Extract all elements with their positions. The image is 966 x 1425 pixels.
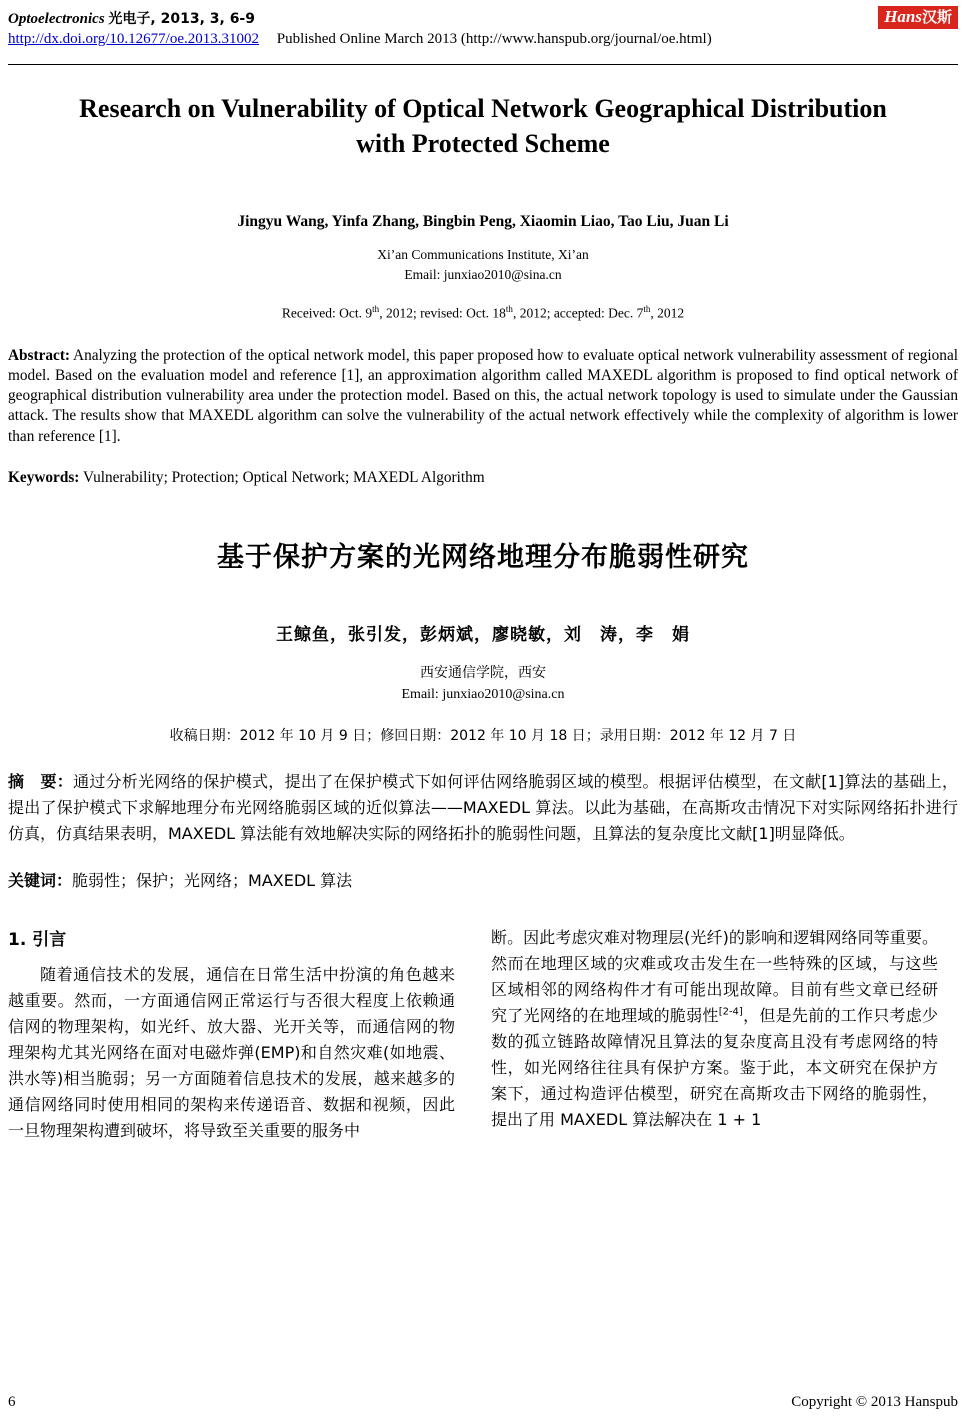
body-columns xyxy=(8,925,958,1143)
chinese-received-dates: 收稿日期：2012 年 10 月 9 日；修回日期：2012 年 10 月 18 日；录用日期：2012 年 12 月 7 日 xyxy=(169,727,797,744)
journal-title-en: Optoelectronics xyxy=(8,11,105,27)
journal-title-cn: 光电子, 2013, 3, 6-9 xyxy=(108,11,255,27)
ordinal-suffix-3: th xyxy=(643,304,651,315)
published-online-text: Published Online March 2013 (http://www.hanspub.org/journal/oe.html) xyxy=(276,31,712,47)
ordinal-suffix-1: th xyxy=(372,304,380,315)
chinese-keywords-text: 脆弱性；保护；光网络；MAXEDL 算法 xyxy=(72,871,353,891)
header-divider xyxy=(8,64,958,65)
keywords-label: Keywords: xyxy=(8,468,80,486)
abstract-paragraph xyxy=(8,346,958,447)
paragraph-left-1: 随着通信技术的发展，通信在日常生活中扮演的角色越来越重要。然而，一方面通信网正常运行与否很大程度上依赖通信网的物理架构，如光纤、放大器、光开关等，而通信网的物理架构尤其光网络在面对电磁炸弹(EMP)和自然灾难(如地震、洪水等)相当脆弱；另一方面随着信息技术的发展，越来越多的通信网络同时使用相同的架构来传递语音、数据和视频，因此一旦物理架构遭到破坏，将导致至关重要的服务中 xyxy=(8,965,455,1140)
chinese-keywords-label: 关键词： xyxy=(8,871,73,891)
section-heading-1: 1. 引言 xyxy=(8,930,67,951)
affiliation: Xi’an Communications Institute, Xi’an xyxy=(377,247,589,263)
doi-line xyxy=(8,31,958,48)
chinese-abstract-paragraph xyxy=(8,769,958,847)
received-dates-part2: , 2012; revised: Oct. 18 xyxy=(379,305,506,321)
column-left xyxy=(8,925,455,1143)
received-dates-part3: , 2012; accepted: Dec. 7 xyxy=(512,305,644,321)
author-list: Jingyu Wang, Yinfa Zhang, Bingbin Peng, Xiaomin Liao, Tao Liu, Juan Li xyxy=(237,213,729,231)
chinese-email: Email: junxiao2010@sina.cn xyxy=(401,686,565,702)
keywords-line xyxy=(8,469,958,487)
page-title: Research on Vulnerability of Optical Network Geographical Distribution with Protected Scheme xyxy=(79,94,887,159)
paragraph-right-1-part1: 断。因此考虑灾难对物理层(光纤)的影响和逻辑网络同等重要。然而在地理区域的灾难或攻击发生在一些特殊的区域，与这些区域相邻的网络构件才有可能出现故障。目前有些文章已经研究了光网络的在地理域的脆弱性 xyxy=(491,928,938,1026)
chinese-keywords-line xyxy=(8,868,958,891)
chinese-author-list: 王鲸鱼，张引发，彭炳斌，廖晓敏，刘 涛，李 娟 xyxy=(276,624,690,645)
affiliation-block xyxy=(0,245,966,284)
paragraph-right-1-part2: ，但是先前的工作只考虑少数的孤立链路故障情况且算法的复杂度高且没有考虑网络的特性，如光网络往往具有保护方案。鉴于此，本文研究在保护方案下，通过构造评估模型，研究在高斯攻击下网络的脆弱性，提出了用 MAXEDL 算法解决在 1 + 1 xyxy=(491,1006,938,1129)
received-dates-part1: Received: Oct. 9 xyxy=(281,305,373,321)
chinese-title: 基于保护方案的光网络地理分布脆弱性研究 xyxy=(217,541,749,573)
received-dates xyxy=(0,304,966,322)
chinese-affiliation-block xyxy=(0,663,966,705)
paper-page xyxy=(0,8,966,1425)
abstract-text: Analyzing the protection of the optical network model, this paper proposed how to evaluate optical network vulnerability assessment of regional model. Based on the evaluation model and reference [1], an approximation algorithm called MAXEDL algorithm is proposed to find optical network of geographical distribution vulnerability area under the protection model. Based on this, the actual network topology is used to simulate under the Gaussian attack. The results show that MAXEDL algorithm can solve the vulnerability of the actual network effectively while the complexity of algorithm is lower than reference [1]. xyxy=(8,346,958,445)
page-header xyxy=(8,8,958,60)
abstract-label: Abstract: xyxy=(8,346,71,364)
chinese-abstract-label: 摘 要： xyxy=(8,771,74,791)
chinese-affiliation: 西安通信学院，西安 xyxy=(420,664,546,681)
ordinal-suffix-2: th xyxy=(505,304,513,315)
publisher-logo-cn: 汉斯 xyxy=(921,8,952,26)
chinese-abstract-text: 通过分析光网络的保护模式，提出了在保护模式下如何评估网络脆弱区域的模型。根据评估模型，在文献[1]算法的基础上，提出了保护模式下求解地理分布光网络脆弱区域的近似算法——MAXEDL 算法。以此为基础，在高斯攻击情况下对实际网络拓扑进行仿真，仿真结果表明，MAXEDL 算法能有效地解决实际的网络拓扑的脆弱性问题，且算法的复杂度比文献[1]明显降低。 xyxy=(8,771,958,843)
page-number: 6 xyxy=(8,1394,16,1410)
citation-ref-2-4: [2-4] xyxy=(718,1006,743,1018)
column-right xyxy=(491,925,938,1143)
page-footer xyxy=(8,1394,958,1411)
publisher-logo-en: Hans xyxy=(884,7,922,26)
doi-link[interactable]: http://dx.doi.org/10.12677/oe.2013.31002 xyxy=(8,31,259,47)
paragraph-right-1 xyxy=(491,925,938,1132)
keywords-text: Vulnerability; Protection; Optical Network; MAXEDL Algorithm xyxy=(79,468,485,486)
email: Email: junxiao2010@sina.cn xyxy=(404,266,562,282)
copyright-text: Copyright © 2013 Hanspub xyxy=(791,1394,958,1410)
journal-title-line xyxy=(8,8,958,28)
publisher-logo xyxy=(878,6,958,29)
received-dates-part4: , 2012 xyxy=(650,305,685,321)
